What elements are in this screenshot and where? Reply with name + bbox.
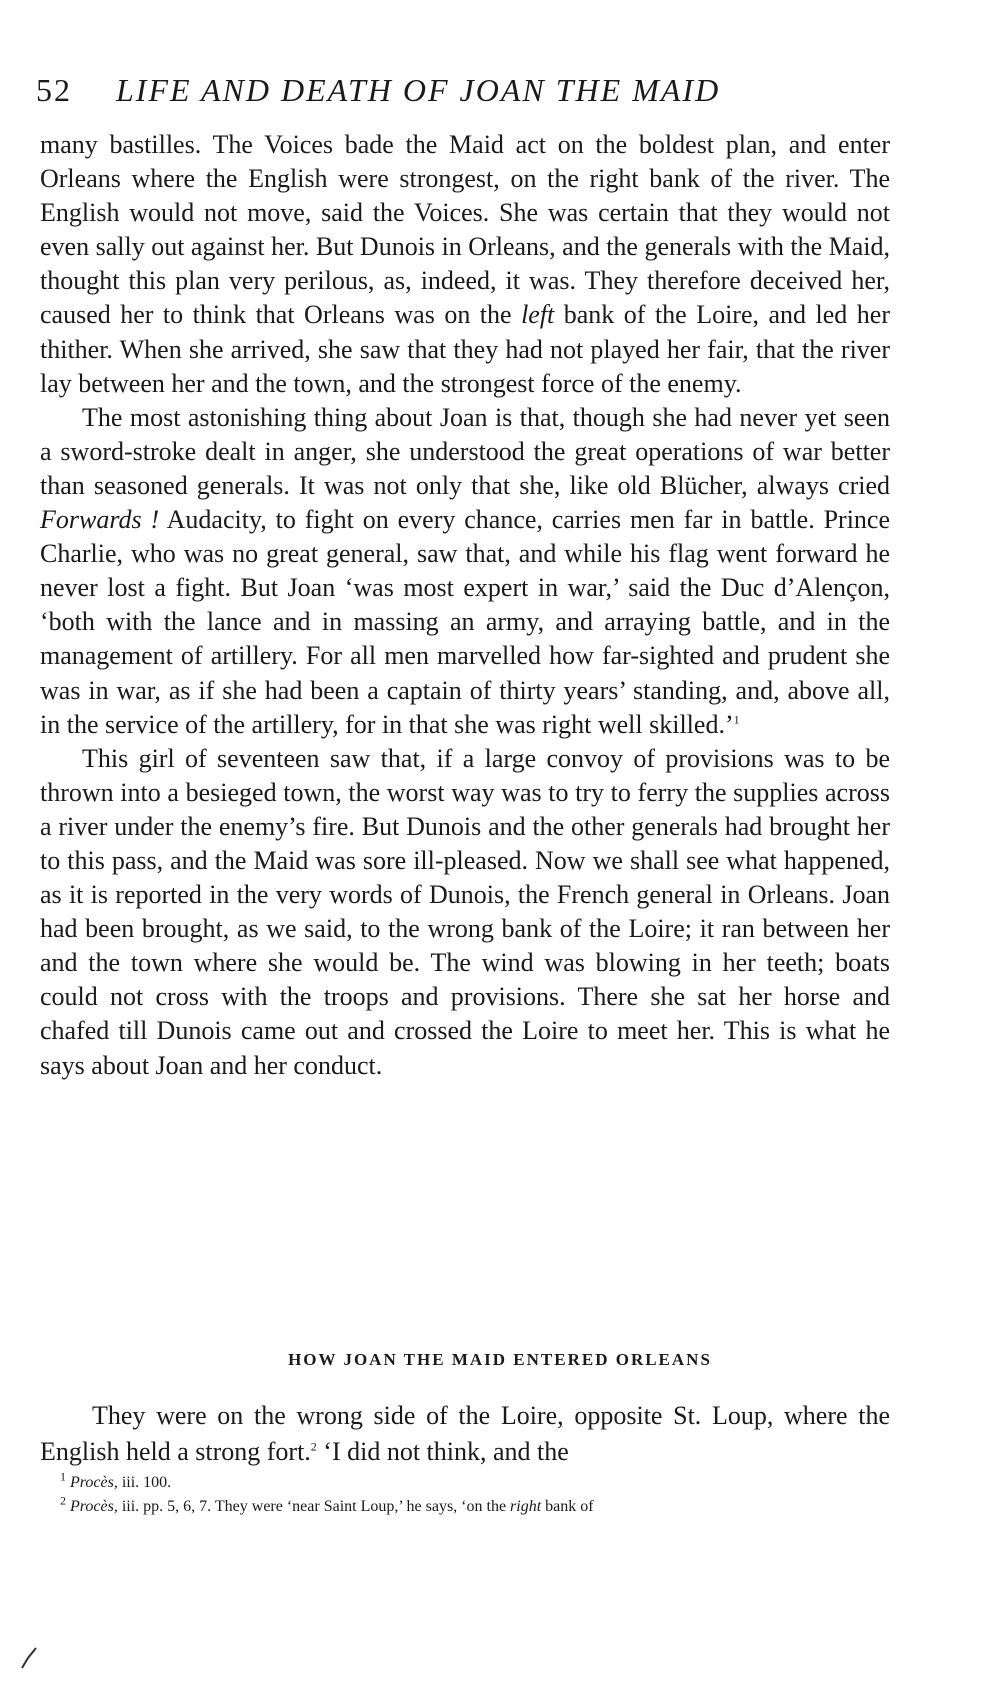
paragraph-3: This girl of seventeen saw that, if a large convoy of provisions was to be thrown into a besieged town, the worst way was to try to ferry the supplies across a river under the enemy’s fire. But Dunois and the other generals had brought her to this pass, and the Maid was sore ill-pleased. Now we shall see what happened, as it is reported in the very words of Dunois, the French general in Orleans. Joan had been brought, as we said, to the wrong bank of the Loire; it ran between her and the town where she would be. The wind was blowing in her teeth; boats could not cross with the troops and provisions. There she sat her horse and chafed till Dunois came out and crossed the Loire to meet her. This is what he says about Joan and her conduct.: [40, 743, 890, 1080]
text-span: bank of the Loire, and led her thither. When she arrived, she saw that they had not played her fair, that the river lay between her and the town, and the strongest force of the enemy.: [40, 300, 890, 398]
text-span: many bastilles. The Voices bade the Maid act on the boldest plan, and enter Orleans where the English were strongest, on the right bank of the river. The English would not move, said the Voices. She was certain that they would not even sally out against her. But Dunois in Orleans, and the generals with the Maid, thought this plan very perilous, as, indeed, it was. They therefore deceived her, caused her to think that Orleans was on the: [40, 130, 890, 330]
paragraph-1: [40, 128, 890, 401]
footnote-text: iii. 100.: [117, 1474, 172, 1491]
paragraph-2: [40, 401, 890, 742]
page-number: 52: [36, 72, 72, 108]
body-text: [40, 128, 890, 1083]
footnote-mark: 2: [60, 1493, 66, 1508]
pencil-mark-icon: [18, 1632, 48, 1672]
footnote-text: iii. pp. 5, 6, 7. They were ‘near Saint Loup,’ he says, ‘on the: [117, 1498, 511, 1515]
footnotes: [40, 1471, 895, 1519]
footnote-emphasis: right: [510, 1498, 542, 1515]
footnote-1: [40, 1471, 895, 1495]
section-paragraph: [40, 1398, 890, 1470]
footnote-ref[interactable]: 2: [310, 1439, 317, 1454]
section-heading: HOW JOAN THE MAID ENTERED ORLEANS: [288, 1350, 712, 1369]
footnote-text: bank of: [541, 1498, 594, 1515]
text-span: ‘I did not think, and the: [316, 1437, 569, 1466]
emphasis: left: [521, 300, 555, 330]
running-title: LIFE AND DEATH OF JOAN THE MAID: [116, 72, 721, 108]
footnote-mark: 1: [60, 1469, 66, 1484]
running-header: [36, 72, 896, 109]
footnote-ref[interactable]: 1: [733, 711, 740, 726]
footnote-source: Procès,: [70, 1498, 118, 1515]
text-span: Audacity, to fight on every chance, carries men far in battle. Prince Charlie, who was no great general, saw that, and while his flag went forward he never lost a fight. But Joan ‘was most expert in war,’ said the Duc d’Alençon, ‘both with the lance and in massing an army, and arraying battle, and in the management of artillery. For all men marvelled how far-sighted and prudent she was in war, as if she had been a captain of thirty years’ standing, and, above all, in the service of the artillery, for in that she was right well skilled.’: [40, 505, 891, 739]
text-span: They were on the wrong side of the Loire, opposite St. Loup, where the English held a strong fort.: [40, 1401, 890, 1466]
emphasis: Forwards !: [40, 505, 160, 535]
footnote-source: Procès,: [70, 1474, 118, 1491]
footnote-2: [40, 1495, 895, 1519]
text-span: The most astonishing thing about Joan is that, though she had never yet seen a sword-stroke dealt in anger, she understood the great operations of war better than seasoned generals. It was not only that she, like old Blücher, always cried: [40, 402, 890, 500]
